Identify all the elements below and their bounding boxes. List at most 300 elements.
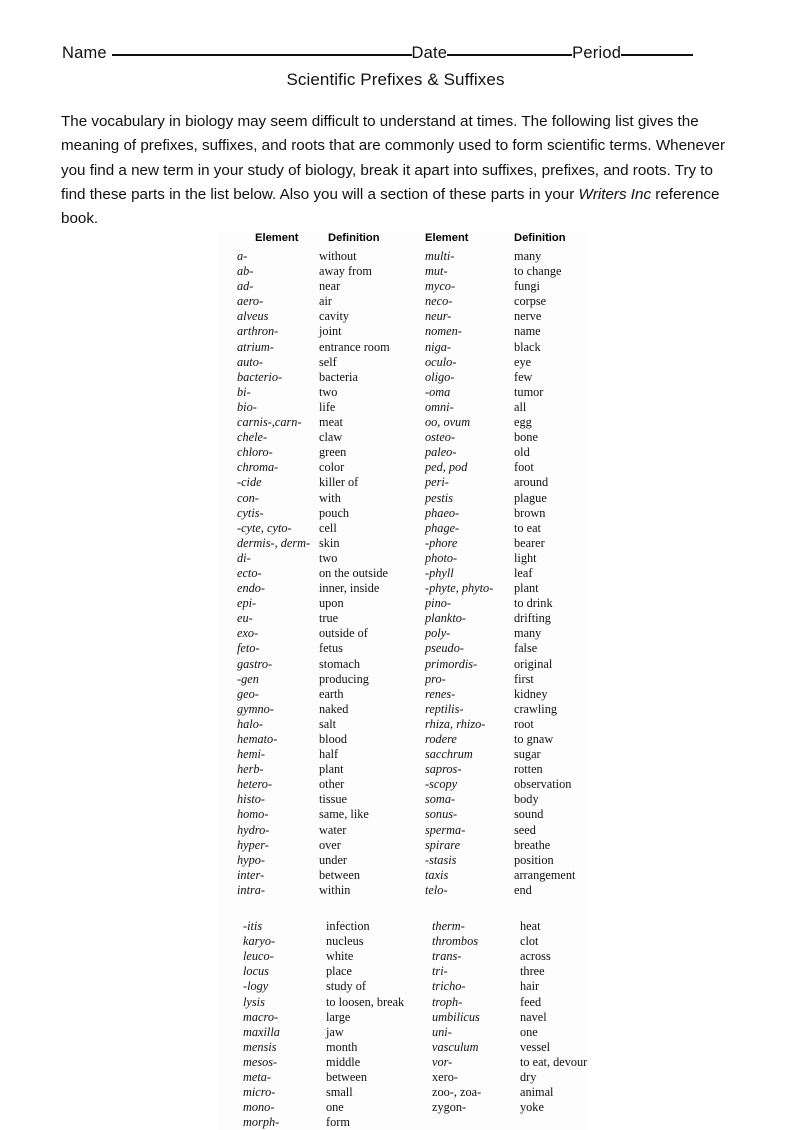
element-cell: soma- (425, 792, 456, 807)
table-row (408, 400, 588, 415)
table-row (218, 641, 408, 656)
definition-cell: navel (520, 1009, 547, 1024)
table-row (218, 919, 408, 934)
definition-cell: tumor (514, 384, 544, 399)
table-row (218, 777, 408, 792)
element-cell: endo- (237, 581, 265, 596)
element-cell: geo- (237, 686, 259, 701)
element-cell: vasculum (432, 1039, 479, 1054)
definition-cell: nucleus (326, 934, 364, 949)
element-cell: atrium- (237, 339, 274, 354)
definition-cell: infection (326, 919, 370, 934)
table-row (408, 340, 588, 355)
definition-cell: heat (520, 919, 541, 934)
table-row (408, 1010, 588, 1025)
element-cell: lysis (243, 994, 265, 1009)
definition-cell: naked (319, 701, 349, 716)
intro-paragraph (61, 110, 727, 231)
element-cell: uni- (432, 1024, 452, 1039)
element-cell: dermis-, derm- (237, 535, 311, 550)
element-cell: ad- (237, 279, 254, 294)
definition-cell: skin (319, 535, 340, 550)
section-two-left-column (218, 919, 408, 1130)
definition-cell: sugar (514, 747, 541, 762)
table-row (218, 294, 408, 309)
table-row (218, 249, 408, 264)
element-cell: poly- (425, 626, 451, 641)
element-cell: eu- (237, 611, 253, 626)
definition-cell: plant (514, 581, 539, 596)
definition-cell: position (514, 852, 554, 867)
table-row (218, 460, 408, 475)
definition-cell: around (514, 475, 549, 490)
period-label: Period (572, 44, 622, 62)
definition-cell: first (514, 671, 534, 686)
table-row (408, 777, 588, 792)
element-cell: pseudo- (425, 641, 464, 656)
element-cell: -cide (237, 475, 262, 490)
table-row (218, 747, 408, 762)
definition-cell: to loosen, break (326, 994, 405, 1009)
definition-cell: light (514, 550, 537, 565)
element-cell: cytis- (237, 505, 264, 520)
table-row (218, 475, 408, 490)
definition-cell: drifting (514, 611, 551, 626)
definition-cell: life (319, 399, 336, 414)
element-cell: oculo- (425, 354, 457, 369)
table-row (408, 934, 588, 949)
element-cell: chroma- (237, 460, 279, 475)
element-cell: bacterio- (237, 369, 283, 384)
table-row (218, 370, 408, 385)
table-row (218, 355, 408, 370)
element-cell: sonus- (425, 807, 458, 822)
definition-cell: eye (514, 354, 532, 369)
table-row (408, 249, 588, 264)
definition-cell: away from (319, 264, 372, 279)
definition-cell: root (514, 716, 534, 731)
table-row (408, 596, 588, 611)
table-row (218, 1100, 408, 1115)
table-row (218, 1025, 408, 1040)
table-column-headers (218, 232, 588, 249)
table-row (218, 551, 408, 566)
definition-cell: middle (326, 1054, 361, 1069)
table-section-one (218, 249, 588, 898)
table-row (218, 491, 408, 506)
element-cell: paleo- (425, 445, 457, 460)
definition-cell: observation (514, 777, 572, 792)
table-row (218, 934, 408, 949)
element-cell: nomen- (425, 324, 462, 339)
definition-cell: plague (514, 490, 547, 505)
element-cell: mensis (243, 1039, 277, 1054)
definition-cell: inner, inside (319, 581, 380, 596)
definition-cell: outside of (319, 626, 368, 641)
element-cell: primordis- (425, 656, 478, 671)
definition-cell: bacteria (319, 369, 358, 384)
definition-cell: meat (319, 415, 343, 430)
element-cell: myco- (425, 279, 456, 294)
definition-cell: old (514, 445, 530, 460)
definition-cell: egg (514, 415, 532, 430)
table-row (408, 672, 588, 687)
table-row (408, 1025, 588, 1040)
definition-cell: entrance room (319, 339, 390, 354)
element-cell: spirare (425, 837, 461, 852)
element-cell: con- (237, 490, 259, 505)
element-cell: -phore (425, 535, 458, 550)
element-cell: a- (237, 249, 248, 263)
period-blank-field[interactable] (621, 54, 693, 56)
table-row (408, 853, 588, 868)
element-cell: zygon- (432, 1100, 467, 1115)
element-cell: hetero- (237, 777, 273, 792)
element-cell: exo- (237, 626, 259, 641)
element-cell: thrombos (432, 934, 479, 949)
element-cell: hyper- (237, 837, 269, 852)
element-cell: aero- (237, 294, 264, 309)
definition-cell: to drink (514, 596, 553, 611)
element-cell: maxilla (243, 1024, 280, 1039)
definition-cell: rotten (514, 762, 543, 777)
table-row (218, 506, 408, 521)
table-row (408, 506, 588, 521)
table-row (408, 611, 588, 626)
table-row (408, 475, 588, 490)
definition-cell: one (326, 1100, 344, 1115)
student-info-line (62, 44, 722, 63)
table-row (218, 581, 408, 596)
header-element-1: Element (255, 232, 299, 244)
element-cell: ped, pod (425, 460, 468, 475)
definition-cell: on the outside (319, 565, 388, 580)
table-row (408, 702, 588, 717)
table-row (218, 883, 408, 898)
element-cell: locus (243, 964, 269, 979)
definition-cell: hair (520, 979, 540, 994)
table-row (218, 687, 408, 702)
table-row (218, 521, 408, 536)
element-cell: -phyll (425, 565, 454, 580)
definition-cell: bone (514, 430, 538, 445)
table-row (408, 1040, 588, 1055)
element-cell: bi- (237, 384, 251, 399)
table-row (218, 279, 408, 294)
element-cell: macro- (243, 1009, 279, 1024)
element-cell: neur- (425, 309, 452, 324)
table-row (408, 807, 588, 822)
element-cell: oo, ovum (425, 415, 471, 430)
definition-cell: killer of (319, 475, 359, 490)
definition-cell: without (319, 249, 357, 263)
element-cell: -logy (243, 979, 269, 994)
definition-cell: to change (514, 264, 562, 279)
definition-cell: between (319, 867, 360, 882)
definition-cell: yoke (520, 1100, 544, 1115)
element-cell: troph- (432, 994, 463, 1009)
definition-cell: name (514, 324, 541, 339)
table-row (218, 792, 408, 807)
section-two-right-column (408, 919, 588, 1115)
table-row (218, 415, 408, 430)
definition-cell: few (514, 369, 533, 384)
section-one-right-column (408, 249, 588, 898)
table-row (218, 807, 408, 822)
definition-cell: place (326, 964, 352, 979)
definition-cell: other (319, 777, 345, 792)
definition-cell: large (326, 1009, 351, 1024)
element-cell: oligo- (425, 369, 455, 384)
definition-cell: producing (319, 671, 369, 686)
element-cell: ab- (237, 264, 254, 279)
definition-cell: many (514, 249, 542, 263)
section-spacer (218, 903, 588, 919)
table-row (408, 792, 588, 807)
header-definition-1: Definition (328, 232, 380, 244)
definition-cell: brown (514, 505, 546, 520)
page-break-artifact (218, 898, 588, 903)
definition-cell: nerve (514, 309, 542, 324)
table-row (408, 294, 588, 309)
element-cell: xero- (432, 1069, 458, 1084)
table-row (218, 626, 408, 641)
definition-cell: breathe (514, 837, 551, 852)
table-row (218, 838, 408, 853)
element-cell: meta- (243, 1069, 271, 1084)
table-row (218, 979, 408, 994)
table-row (218, 309, 408, 324)
table-row (408, 264, 588, 279)
element-cell: vor- (432, 1054, 453, 1069)
element-cell: umbilicus (432, 1009, 480, 1024)
definition-cell: pouch (319, 505, 350, 520)
table-row (408, 370, 588, 385)
definition-cell: month (326, 1039, 358, 1054)
definition-cell: joint (319, 324, 342, 339)
table-row (408, 641, 588, 656)
element-cell: sperma- (425, 822, 466, 837)
element-cell: osteo- (425, 430, 456, 445)
definition-cell: self (319, 354, 337, 369)
element-cell: pino- (425, 596, 451, 611)
element-cell: chele- (237, 430, 268, 445)
intro-text-part1: The vocabulary in biology may seem difficult to understand at times. The following list gives the meaning of prefixes, suffixes, and roots that are commonly used to form scientific terms. Whenever you find a new term in your study of biology, break it apart into suffixes, prefixes, and roots. Try to find these parts in the list below. Also you will a section of these parts in your (61, 113, 726, 203)
date-blank-field[interactable] (447, 54, 572, 56)
element-cell: rodere (425, 732, 457, 746)
table-row (408, 430, 588, 445)
definition-cell: tissue (319, 792, 348, 807)
table-row (218, 732, 408, 747)
table-row (408, 1055, 588, 1070)
element-cell: -itis (243, 919, 263, 934)
definition-cell: white (326, 949, 354, 964)
definition-cell: two (319, 384, 338, 399)
definition-cell: cell (319, 520, 337, 535)
element-cell: -scopy (425, 777, 458, 792)
definition-cell: between (326, 1069, 367, 1084)
element-cell: arthron- (237, 324, 279, 339)
table-row (408, 883, 588, 898)
element-cell: phage- (425, 520, 460, 535)
definition-cell: bearer (514, 535, 545, 550)
element-cell: trans- (432, 949, 462, 964)
header-element-2: Element (425, 232, 469, 244)
element-cell: therm- (432, 919, 465, 934)
definition-cell: true (319, 611, 339, 626)
element-cell: gastro- (237, 656, 273, 671)
table-row (218, 853, 408, 868)
table-row (408, 657, 588, 672)
element-cell: niga- (425, 339, 451, 354)
table-row (218, 823, 408, 838)
element-cell: hemi- (237, 747, 265, 762)
definition-cell: crawling (514, 701, 558, 716)
element-cell: plankto- (425, 611, 466, 626)
table-section-two (218, 919, 588, 1130)
table-row (218, 1070, 408, 1085)
definition-cell: near (319, 279, 341, 294)
definition-cell: study of (326, 979, 366, 994)
table-row (408, 445, 588, 460)
definition-cell: leaf (514, 565, 533, 580)
element-cell: -cyte, cyto- (237, 520, 292, 535)
element-cell: inter- (237, 867, 265, 882)
definition-cell: dry (520, 1069, 537, 1084)
table-row (408, 309, 588, 324)
table-row (218, 400, 408, 415)
element-cell: multi- (425, 249, 455, 263)
element-cell: hydro- (237, 822, 270, 837)
element-cell: tri- (432, 964, 448, 979)
table-row (408, 355, 588, 370)
element-cell: zoo-, zoa- (432, 1085, 482, 1100)
element-cell: hemato- (237, 732, 278, 746)
page-title: Scientific Prefixes & Suffixes (286, 70, 505, 89)
definition-cell: green (319, 445, 347, 460)
table-row (218, 536, 408, 551)
table-row (408, 964, 588, 979)
table-row (408, 536, 588, 551)
table-row (408, 732, 588, 747)
element-cell: renes- (425, 686, 456, 701)
definition-cell: water (319, 822, 347, 837)
element-cell: -oma (425, 384, 451, 399)
table-row (218, 1115, 408, 1130)
name-blank-field[interactable] (112, 54, 412, 56)
definition-cell: blood (319, 732, 348, 746)
intro-text-part2: reference book. (61, 185, 720, 228)
table-row (408, 460, 588, 475)
definition-cell: claw (319, 430, 343, 445)
element-cell: auto- (237, 354, 263, 369)
element-cell: peri- (425, 475, 449, 490)
header-definition-2: Definition (514, 232, 566, 244)
definition-cell: feed (520, 994, 542, 1009)
element-cell: tricho- (432, 979, 466, 994)
definition-cell: kidney (514, 686, 548, 701)
element-cell: -gen (237, 671, 259, 686)
table-row (408, 919, 588, 934)
table-row (218, 1055, 408, 1070)
definition-cell: form (326, 1115, 350, 1130)
element-cell: micro- (243, 1085, 276, 1100)
definition-cell: to eat (514, 520, 541, 535)
element-cell: herb- (237, 762, 264, 777)
table-row (218, 445, 408, 460)
table-row (218, 762, 408, 777)
table-row (408, 415, 588, 430)
table-row (408, 324, 588, 339)
definition-cell: original (514, 656, 553, 671)
element-cell: telo- (425, 882, 448, 897)
definition-cell: air (319, 294, 332, 309)
table-row (408, 491, 588, 506)
table-row (408, 279, 588, 294)
name-label: Name (62, 44, 107, 62)
date-label: Date (411, 44, 448, 62)
prefix-suffix-table (218, 232, 588, 1130)
table-row (408, 717, 588, 732)
definition-cell: many (514, 626, 542, 641)
intro-book-title: Writers Inc (578, 185, 652, 203)
definition-cell: upon (319, 596, 344, 611)
definition-cell: vessel (520, 1039, 551, 1054)
table-row (218, 868, 408, 883)
element-cell: -phyte, phyto- (425, 581, 494, 596)
element-cell: pro- (425, 671, 446, 686)
element-cell: photo- (425, 550, 458, 565)
element-cell: mut- (425, 264, 448, 279)
element-cell: morph- (243, 1115, 280, 1130)
definition-cell: to eat, devour (520, 1054, 588, 1069)
table-row (218, 324, 408, 339)
definition-cell: small (326, 1085, 353, 1100)
table-row (218, 385, 408, 400)
definition-cell: three (520, 964, 545, 979)
element-cell: homo- (237, 807, 269, 822)
definition-cell: within (319, 882, 351, 897)
definition-cell: sound (514, 807, 544, 822)
table-row (408, 949, 588, 964)
element-cell: epi- (237, 596, 257, 611)
definition-cell: salt (319, 716, 337, 731)
element-cell: mono- (243, 1100, 275, 1115)
table-row (408, 747, 588, 762)
table-row (408, 838, 588, 853)
element-cell: sacchrum (425, 747, 473, 762)
definition-cell: seed (514, 822, 536, 837)
definition-cell: jaw (326, 1024, 344, 1039)
definition-cell: fungi (514, 279, 540, 294)
element-cell: rhiza, rhizo- (425, 716, 486, 731)
table-row (218, 430, 408, 445)
table-row (218, 340, 408, 355)
definition-cell: foot (514, 460, 534, 475)
table-row (408, 687, 588, 702)
element-cell: bio- (237, 399, 257, 414)
definition-cell: cavity (319, 309, 350, 324)
definition-cell: corpse (514, 294, 547, 309)
element-cell: chloro- (237, 445, 273, 460)
table-row (408, 1085, 588, 1100)
table-row (218, 657, 408, 672)
table-row (218, 566, 408, 581)
table-row (218, 995, 408, 1010)
element-cell: karyo- (243, 934, 276, 949)
definition-cell: stomach (319, 656, 360, 671)
element-cell: gymno- (237, 701, 274, 716)
